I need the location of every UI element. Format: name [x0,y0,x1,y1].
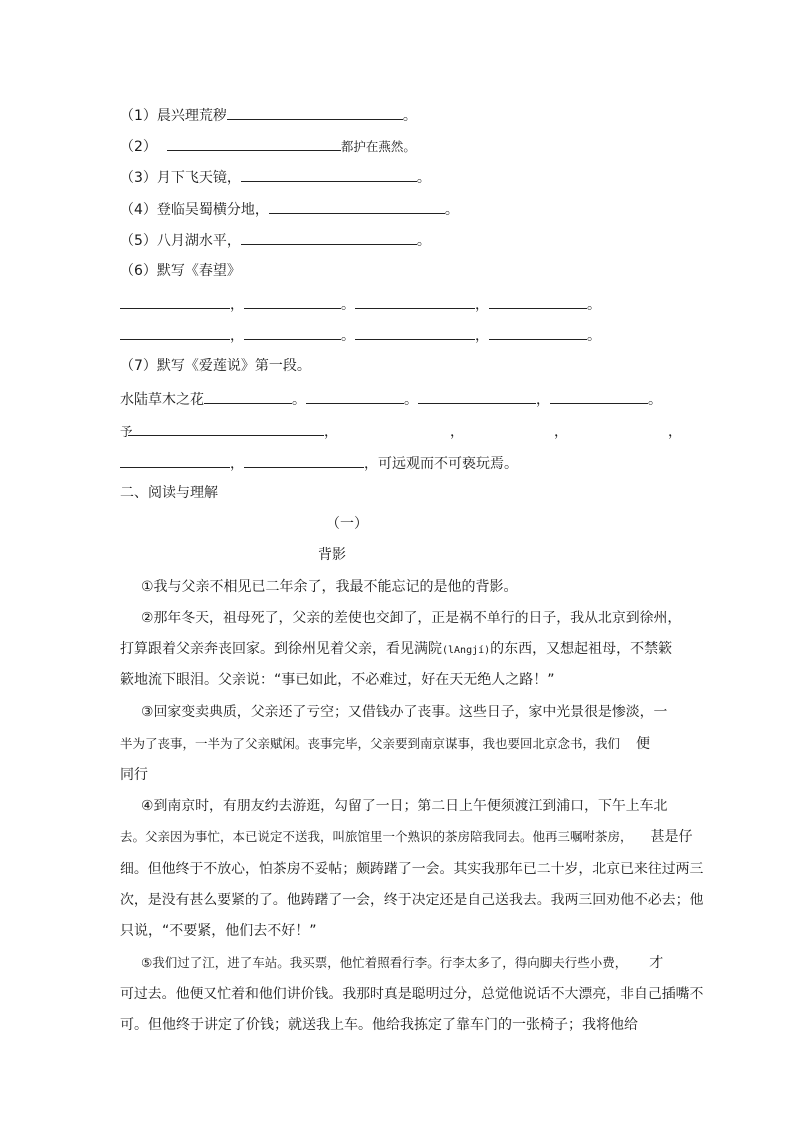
question-4: （4）登临吴蜀横分地， 。 [120,199,459,219]
paragraph-5-line-3: 可。但他终于讲定了价钱；就送我上车。他给我拣定了靠车门的一张椅子；我将他给 [120,1017,638,1033]
answer-blank[interactable] [241,230,417,245]
answer-blank[interactable] [306,389,404,404]
ailian-start: 水陆草木之花 [120,392,204,408]
essay-title: 背影 [318,547,346,563]
ailian-mark: 予 [120,424,133,439]
question-number: （4） [120,202,157,218]
question-number: （2） [120,139,157,155]
question-6 [120,262,241,280]
question-number: （7） [120,358,157,374]
chunwang-row-2: ， 。 ， 。 [120,325,601,345]
chunwang-row-1: ， 。 ， 。 [120,294,601,314]
question-number: （6） [120,263,157,279]
paragraph-4-line-1: ④到南京时，有朋友约去游逛，勾留了一日；第二日上午便须渡江到浦口，下午上车北 [141,798,668,814]
paragraph-5-line-2: 可过去。他便又忙着和他们讲价钱。我那时真是聪明过分，总觉他说话不大漂亮，非自己插嘴不 [120,986,704,1002]
answer-blank[interactable] [241,167,417,182]
answer-blank[interactable] [120,294,230,309]
answer-blank[interactable] [128,421,324,436]
answer-blank[interactable] [227,105,403,120]
question-5: （5）八月湖水平， 。 [120,230,431,250]
paragraph-3-line-1: ③回家变卖典质，父亲还了亏空；又借钱办了丧事。这些日子，家中光景很是惨淡，一 [141,704,668,720]
pinyin-note: (lAngjí) [442,645,491,656]
section-heading: 二、阅读与理解 [120,485,218,501]
ailian-row-2: 予 ， ， ， ， [120,421,682,441]
answer-blank[interactable] [418,389,536,404]
question-text: 八月湖水平， [156,233,241,249]
question-7 [120,357,311,375]
question-text: 晨兴理荒秽 [156,108,227,124]
paragraph-2-line-2: 打算跟着父亲奔丧回家。到徐州见着父亲，看见满院(lAngjí)的东西，又想起祖母，不禁簌 [120,641,673,657]
paragraph-4-line-5: 只说，“不要紧，他们去不好！” [120,923,317,939]
paragraph-1: ①我与父亲不相见已二年余了，我最不能忘记的是他的背影。 [141,579,518,595]
answer-blank[interactable] [120,453,230,468]
question-text: 月下飞天镜， [156,170,241,186]
answer-blank[interactable] [489,294,587,309]
paragraph-2-line-1: ②那年冬天，祖母死了，父亲的差使也交卸了，正是祸不单行的日子，我从北京到徐州， [141,610,682,626]
answer-blank[interactable] [244,453,364,468]
paragraph-5-line-1: ⑤我们过了江，进了车站。我买票，他忙着照看行李。行李太多了，得向脚夫行些小费， 才 [141,955,664,971]
question-text: 默写《爱莲说》第一段。 [156,358,311,374]
answer-blank[interactable] [244,325,341,340]
ailian-end: ，可远观而不可亵玩焉。 [364,456,518,472]
question-text: 默写《春望》 [156,263,241,279]
paragraph-4-line-2: 去。父亲因为事忙，本已说定不送我，叫旅馆里一个熟识的茶房陪我同去。他再三嘱咐茶房， 甚是仔 [120,829,693,845]
paragraph-3-line-3: 同行 [120,767,148,783]
question-text: 都护在燕然。 [340,139,416,154]
answer-blank[interactable] [244,294,341,309]
paragraph-4-line-3: 细。但他终于不放心，怕茶房不妥帖；颇踌躇了一会。其实我那年已二十岁，北京已来往过两三 [120,861,704,877]
question-2 [120,136,416,156]
paragraph-4-line-4: 次，是没有甚么要紧的了。他踌躇了一会，终于决定还是自己送我去。我两三回劝他不必去；他 [120,892,704,908]
answer-blank[interactable] [355,294,475,309]
question-1: （1）晨兴理荒秽 。 [120,105,417,125]
question-number: （3） [120,170,157,186]
ailian-row-1: 水陆草木之花 。 。 ， 。 [120,389,662,409]
answer-blank[interactable] [204,389,292,404]
answer-blank[interactable] [269,199,445,214]
answer-blank[interactable] [167,136,341,151]
answer-blank[interactable] [355,325,475,340]
paragraph-2-line-3: 簌地流下眼泪。父亲说：“事已如此，不必难过，好在天无绝人之路！” [120,672,555,688]
paragraph-3-line-2: 半为了丧事，一半为了父亲赋闲。丧事完毕，父亲要到南京谋事，我也要回北京念书，我们 便 [120,736,651,752]
part-number: （一） [326,516,368,532]
question-number: （1） [120,108,157,124]
question-text: 登临吴蜀横分地， [156,202,269,218]
answer-blank[interactable] [550,389,648,404]
question-number: （5） [120,233,157,249]
question-3: （3）月下飞天镜， 。 [120,167,431,187]
answer-blank[interactable] [489,325,587,340]
answer-blank[interactable] [120,325,230,340]
ailian-row-3: ， ，可远观而不可亵玩焉。 [120,453,518,473]
